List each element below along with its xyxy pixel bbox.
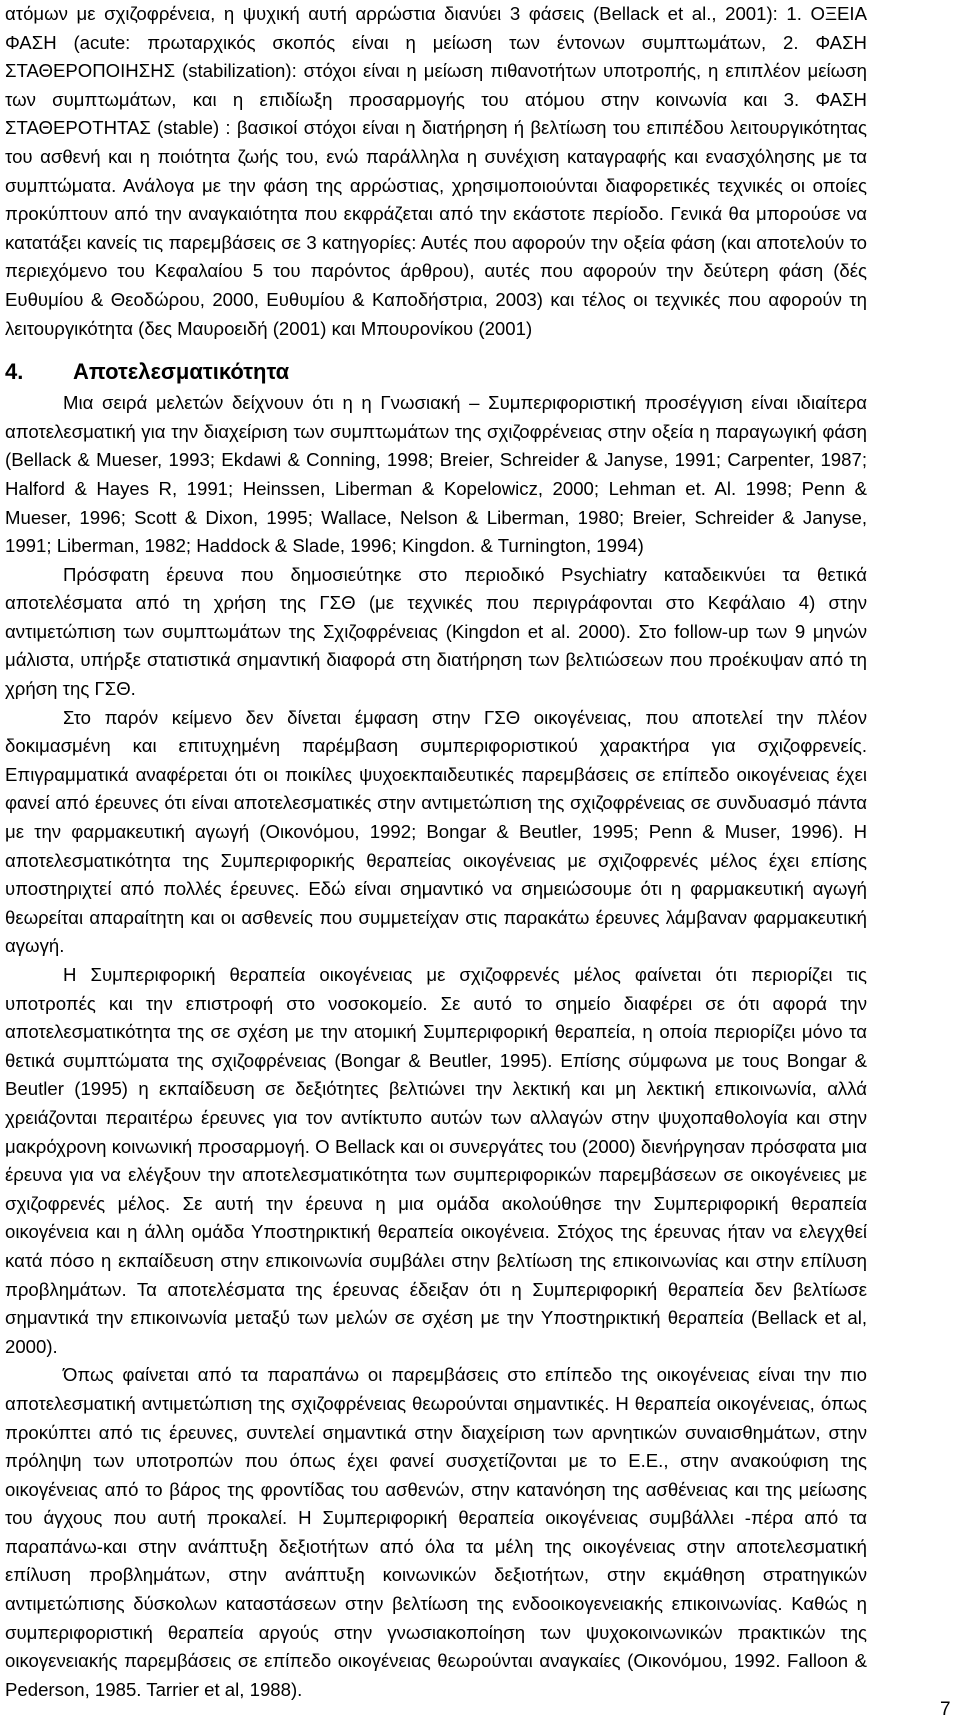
paragraph-5: Όπως φαίνεται από τα παραπάνω οι παρεμβάσεις στο επίπεδο της οικογένειας είναι την πιο αποτελεσματική αντιμετώπιση της σχιζοφρένειας θεωρούνται σημαντικές. Η θεραπεία οικογένειας, όπως προκύπτει από τις έρευνες, συντελεί σημαντικά στην διαχείριση των αρνητικών συναισθημάτων, στην πρόληψη των υποτροπών που όπως έχει φανεί συσχετίζονται με το Ε.Ε., στην ανακούφιση της οικογένειας από το βάρος της φροντίδας του ασθενών, στην κατανόηση της ασθένειας και της μείωσης του άγχους που αυτή προκαλεί. Η Συμπεριφορική θεραπεία οικογένειας συμβάλλει -πέρα από τα παραπάνω-και στην ανάπτυξη δεξιοτήτων από όλα τα μέλη της οικογένειας στην αποτελεσματική επίλυση προβλημάτων, στην ανάπτυξη κοινωνικών δεξιοτήτων, στην εκμάθηση στρατηγικών αντιμετώπισης δύσκολων καταστάσεων στην βελτίωση της ενδοοικογενειακής επικοινωνίας. Καθώς η συμπεριφοριστική θεραπεία αργούς στην γνωσιακοποίηση των ψυχοκοινωνικών πρακτικών της οικογενειακής παρεμβάσεις σε επίπεδο οικογένειας θεωρούνται αναγκαίες (Οικονόμου, 1992. Falloon & Pederson, 1985. Tarrier et al, 1988).	[5, 1364, 867, 1700]
document-page	[5, 0, 867, 1704]
section-number: 4.	[5, 359, 24, 385]
section-title: Αποτελεσματικότητα	[73, 359, 290, 385]
paragraph-4: Η Συμπεριφορική θεραπεία οικογένειας με σχιζοφρενές μέλος φαίνεται ότι περιορίζει τις υποτροπές και την επιστροφή στο νοσοκομείο. Σε αυτό το σημείο διαφέρει σε ότι αφορά την αποτελεσματικότητα της σε σχέση με την ατομική Συμπεριφορική θεραπεία, η οποία περιορίζει μόνο τα θετικά συμπτώματα της σχιζοφρένειας (Bongar & Beutler, 1995). Επίσης σύμφωνα με τους Bongar & Beutler (1995) η εκπαίδευση σε δεξιότητες βελτιώνει την λεκτική και μη λεκτική επικοινωνία, αλλά χρειάζονται περαιτέρω έρευνες για τον αντίκτυπο αυτών των αλλαγών στην ψυχοπαθολογία και στην μακρόχρονη κοινωνική προσαρμογή. Ο Bellack και οι συνεργάτες του (2000) διενήργησαν πρόσφατα μια έρευνα για να ελέγξουν την αποτελεσματικότητα των συμπεριφορικών παρεμβάσεων σε οικογένειες με σχιζοφρενές μέλος. Σε αυτή την έρευνα η μια ομάδα ακολούθησε την Συμπεριφορική θεραπεία οικογένεια και η άλλη ομάδα Υποστηρικτική θεραπεία οικογένεια. Στόχος της έρευνας ήταν να ελεγχθεί κατά πόσο η εκπαίδευση στην επικοινωνία συμβάλει στην βελτίωση της επικοινωνίας και στην επίλυση προβλημάτων. Τα αποτελέσματα της έρευνας έδειξαν ότι η Συμπεριφορική θεραπεία δεν βελτίωσε σημαντικά την επικοινωνία μεταξύ των μελών σε σχέση με την Υποστηρικτική θεραπεία (Bellack et al, 2000).	[5, 964, 867, 1357]
paragraph-intro: ατόμων με σχιζοφρένεια, η ψυχική αυτή αρρώστια διανύει 3 φάσεις (Bellack et al., 2001): 1. ΟΞΕΙΑ ΦΑΣΗ (acute: πρωταρχικός σκοπός είναι η μείωση των έντονων συμπτωμάτων, 2. ΦΑΣΗ ΣΤΑΘΕΡΟΠΟΙΗΣΗΣ (stabilization): στόχοι είναι η μείωση πιθανοτήτων υποτροπής, η επιπλέον μείωση των συμπτωμάτων, και η επιδίωξη προσαρμογής του ατόμου στην κοινωνία και 3. ΦΑΣΗ ΣΤΑΘΕΡΟΤΗΤΑΣ (stable) : βασικοί στόχοι είναι η διατήρηση ή βελτίωση του επιπέδου λειτουργικότητας του ασθενή και η ποιότητα ζωής του, ενώ παράλληλα η συνέχιση καταγραφής και ενασχόλησης με τα συμπτώματα. Ανάλογα με την φάση της αρρώστιας, χρησιμοποιούνται διαφορετικές τεχνικές οι οποίες προκύπτουν από την αναγκαιότητα που εκφράζεται από την εκάστοτε περίοδο. Γενικά θα μπορούσε να κατατάξει κανείς τις παρεμβάσεις σε 3 κατηγορίες: Αυτές που αφορούν την οξεία φάση (και αποτελούν το περιεχόμενο του Κεφαλαίου 5 του παρόντος άρθρου), αυτές που αφορούν την δεύτερη φάση (δές Ευθυμίου & Θεοδώρου, 2000, Ευθυμίου & Καποδήστρια, 2003) και τέλος οι τεχνικές που αφορούν τη λειτουργικότητα (δες Μαυροειδή (2001) και Μπουρονίκου (2001)	[5, 3, 867, 339]
section-heading	[5, 357, 867, 387]
paragraph-1: Μια σειρά μελετών δείχνουν ότι η η Γνωσιακή – Συμπεριφοριστική προσέγγιση είναι ιδιαίτερα αποτελεσματική για την διαχείριση των συμπτωμάτων της σχιζοφρένειας στην οξεία η παραγωγική φάση (Bellack & Mueser, 1993; Ekdawi & Conning, 1998; Breier, Schreider & Janyse, 1991; Carpenter, 1987; Halford & Hayes R, 1991; Heinssen, Liberman & Kopelowicz, 2000; Lehman et. Al. 1998; Penn & Mueser, 1996; Scott & Dixon, 1995; Wallace, Nelson & Liberman, 1980; Breier, Schreider & Janyse, 1991; Liberman, 1982; Haddock & Slade, 1996; Kingdon. & Turnington, 1994)	[5, 392, 867, 557]
paragraph-3: Στο παρόν κείμενο δεν δίνεται έμφαση στην ΓΣΘ οικογένειας, που αποτελεί την πλέον δοκιμασμένη και επιτυχημένη παρέμβαση συμπεριφοριστικού χαρακτήρα για σχιζοφρενείς. Επιγραμματικά αναφέρεται ότι οι ποικίλες ψυχοεκπαιδευτικές παρεμβάσεις σε επίπεδο οικογένειας έχει φανεί από έρευνες ότι είναι αποτελεσματικές στην αντιμετώπιση της σχιζοφρένειας σε συνδυασμό πάντα με την φαρμακευτική αγωγή (Οικονόμου, 1992; Bongar & Beutler, 1995; Penn & Muser, 1996). Η αποτελεσματικότητα της Συμπεριφορικής θεραπείας οικογένειας με σχιζοφρενές μέλος έχει επίσης υποστηριχτεί από πολλές έρευνες. Εδώ είναι σημαντικό να σημειώσουμε ότι η φαρμακευτική αγωγή θεωρείται απαραίτητη και οι ασθενείς που συμμετείχαν στις παρακάτω έρευνες λάμβαναν φαρμακευτική αγωγή.	[5, 706, 867, 957]
page-number: 7	[940, 1699, 951, 1720]
paragraph-2: Πρόσφατη έρευνα που δημοσιεύτηκε στο περιοδικό Psychiatry καταδεικνύει τα θετικά αποτελέσματα από τη χρήση της ΓΣΘ (με τεχνικές που περιγράφονται στο Κεφάλαιο 4) στην αντιμετώπιση των συμπτωμάτων της Σχιζοφρένειας (Kingdon et al. 2000). Στο follow-up των 9 μηνών μάλιστα, υπήρξε στατιστικά σημαντική διαφορά στη διατήρηση των βελτιώσεων που προέκυψαν από τη χρήση της ΓΣΘ.	[5, 563, 867, 700]
